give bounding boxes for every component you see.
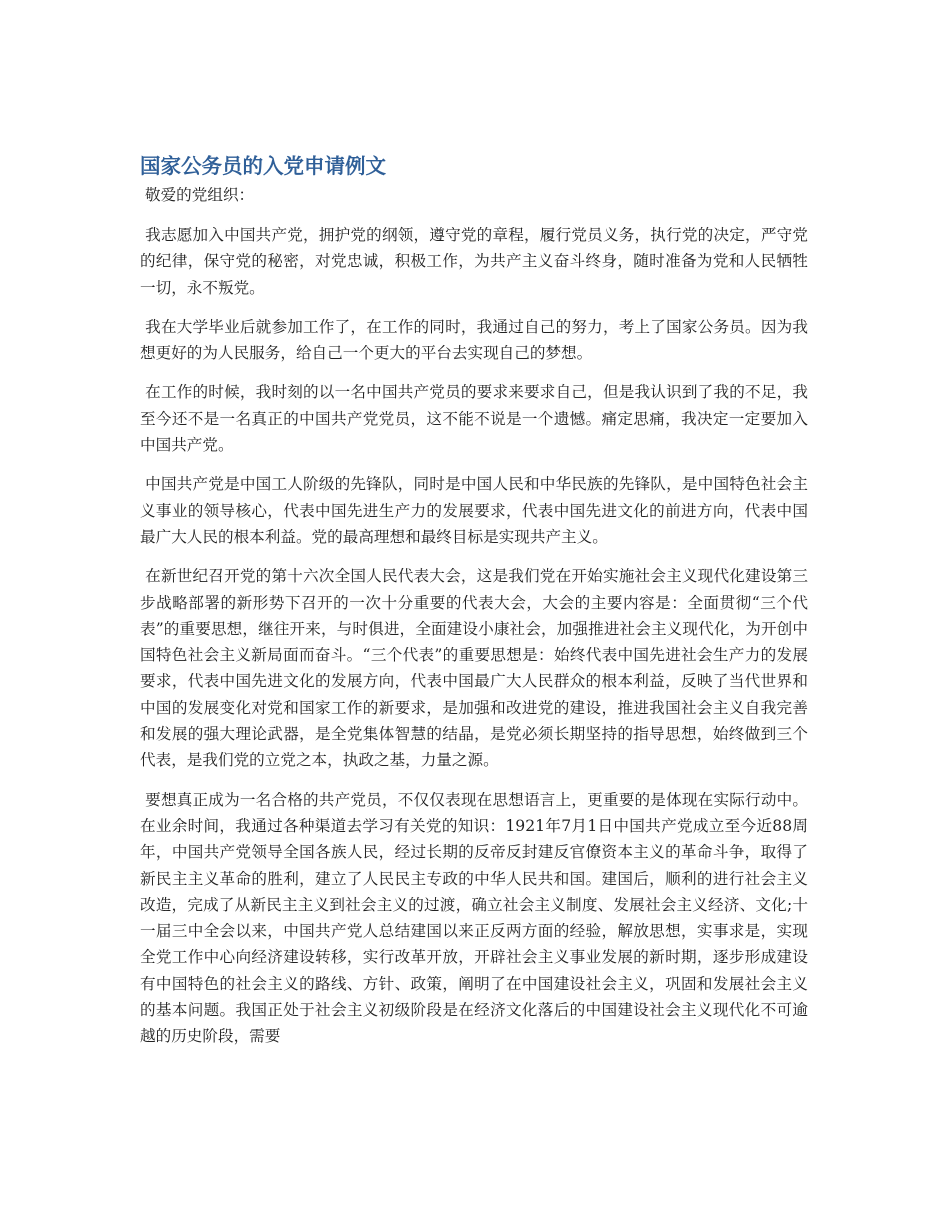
paragraph-self-reflection: 在工作的时候，我时刻的以一名中国共产党员的要求来要求自己，但是我认识到了我的不足，我至今还不是一名真正的中国共产党党员，这不能不说是一个遗憾。痛定思痛，我决定一定要加入中国共产党。 (140, 383, 808, 455)
paragraph-civil-servant: 我在大学毕业后就参加工作了，在工作的同时，我通过自己的努力，考上了国家公务员。因为我想更好的为人民服务，给自己一个更大的平台去实现自己的梦想。 (140, 317, 808, 363)
document-body (140, 150, 808, 1063)
paragraph-party-nature: 中国共产党是中国工人阶级的先锋队，同时是中国人民和中华民族的先锋队，是中国特色社会主义事业的领导核心，代表中国先进生产力的发展要求，代表中国先进文化的前进方向，代表中国最广大人民的根本利益。党的最高理想和最终目标是实现共产主义。 (140, 475, 808, 546)
paragraph-pledge: 我志愿加入中国共产党，拥护党的纲领，遵守党的章程，履行党员义务，执行党的决定，严守党的纪律，保守党的秘密，对党忠诚，积极工作，为共产主义奋斗终身，随时准备为党和人民牺牲一切，永不叛党。 (140, 226, 808, 297)
salutation: 敬爱的党组织： (140, 186, 255, 204)
paragraph-sixteenth-congress: 在新世纪召开党的第十六次全国人民代表大会，这是我们党在开始实施社会主义现代化建设第三步战略部署的新形势下召开的一次十分重要的代表大会，大会的主要内容是：全面贯彻“三个代表”的重要思想，继往开来，与时俱进，全面建设小康社会，加强推进社会主义现代化，为开创中国特色社会主义新局面而奋斗。“三个代表”的重要思想是：始终代表中国先进社会生产力的发展要求，代表中国先进文化的发展方向，代表中国最广大人民群众的根本利益，反映了当代世界和中国的发展变化对党和国家工作的新要求，是加强和改进党的建设，推进我国社会主义自我完善和发展的强大理论武器，是全党集体智慧的结晶，是党必须长期坚持的指导思想，始终做到三个代表，是我们党的立党之本，执政之基，力量之源。 (140, 567, 808, 770)
paragraph-party-history: 要想真正成为一名合格的共产党员，不仅仅表现在思想语言上，更重要的是体现在实际行动中。在业余时间，我通过各种渠道去学习有关党的知识：1921年7月1日中国共产党成立至今近88周年，中国共产党领导全国各族人民，经过长期的反帝反封建反官僚资本主义的革命斗争，取得了新民主主义革命的胜利，建立了人民民主专政的中华人民共和国。建国后，顺利的进行社会主义改造，完成了从新民主主义到社会主义的过渡，确立社会主义制度、发展社会主义经济、文化;十一届三中全会以来，中国共产党人总结建国以来正反两方面的经验，解放思想，实事求是，实现全党工作中心向经济建设转移，实行改革开放，开辟社会主义事业发展的新时期，逐步形成建设有中国特色的社会主义的路线、方针、政策，阐明了在中国建设社会主义，巩固和发展社会主义的基本问题。我国正处于社会主义初级阶段是在经济文化落后的中国建设社会主义现代化不可逾越的历史阶段，需要 (140, 790, 808, 1046)
document-title: 国家公务员的入党申请例文 (140, 154, 386, 178)
